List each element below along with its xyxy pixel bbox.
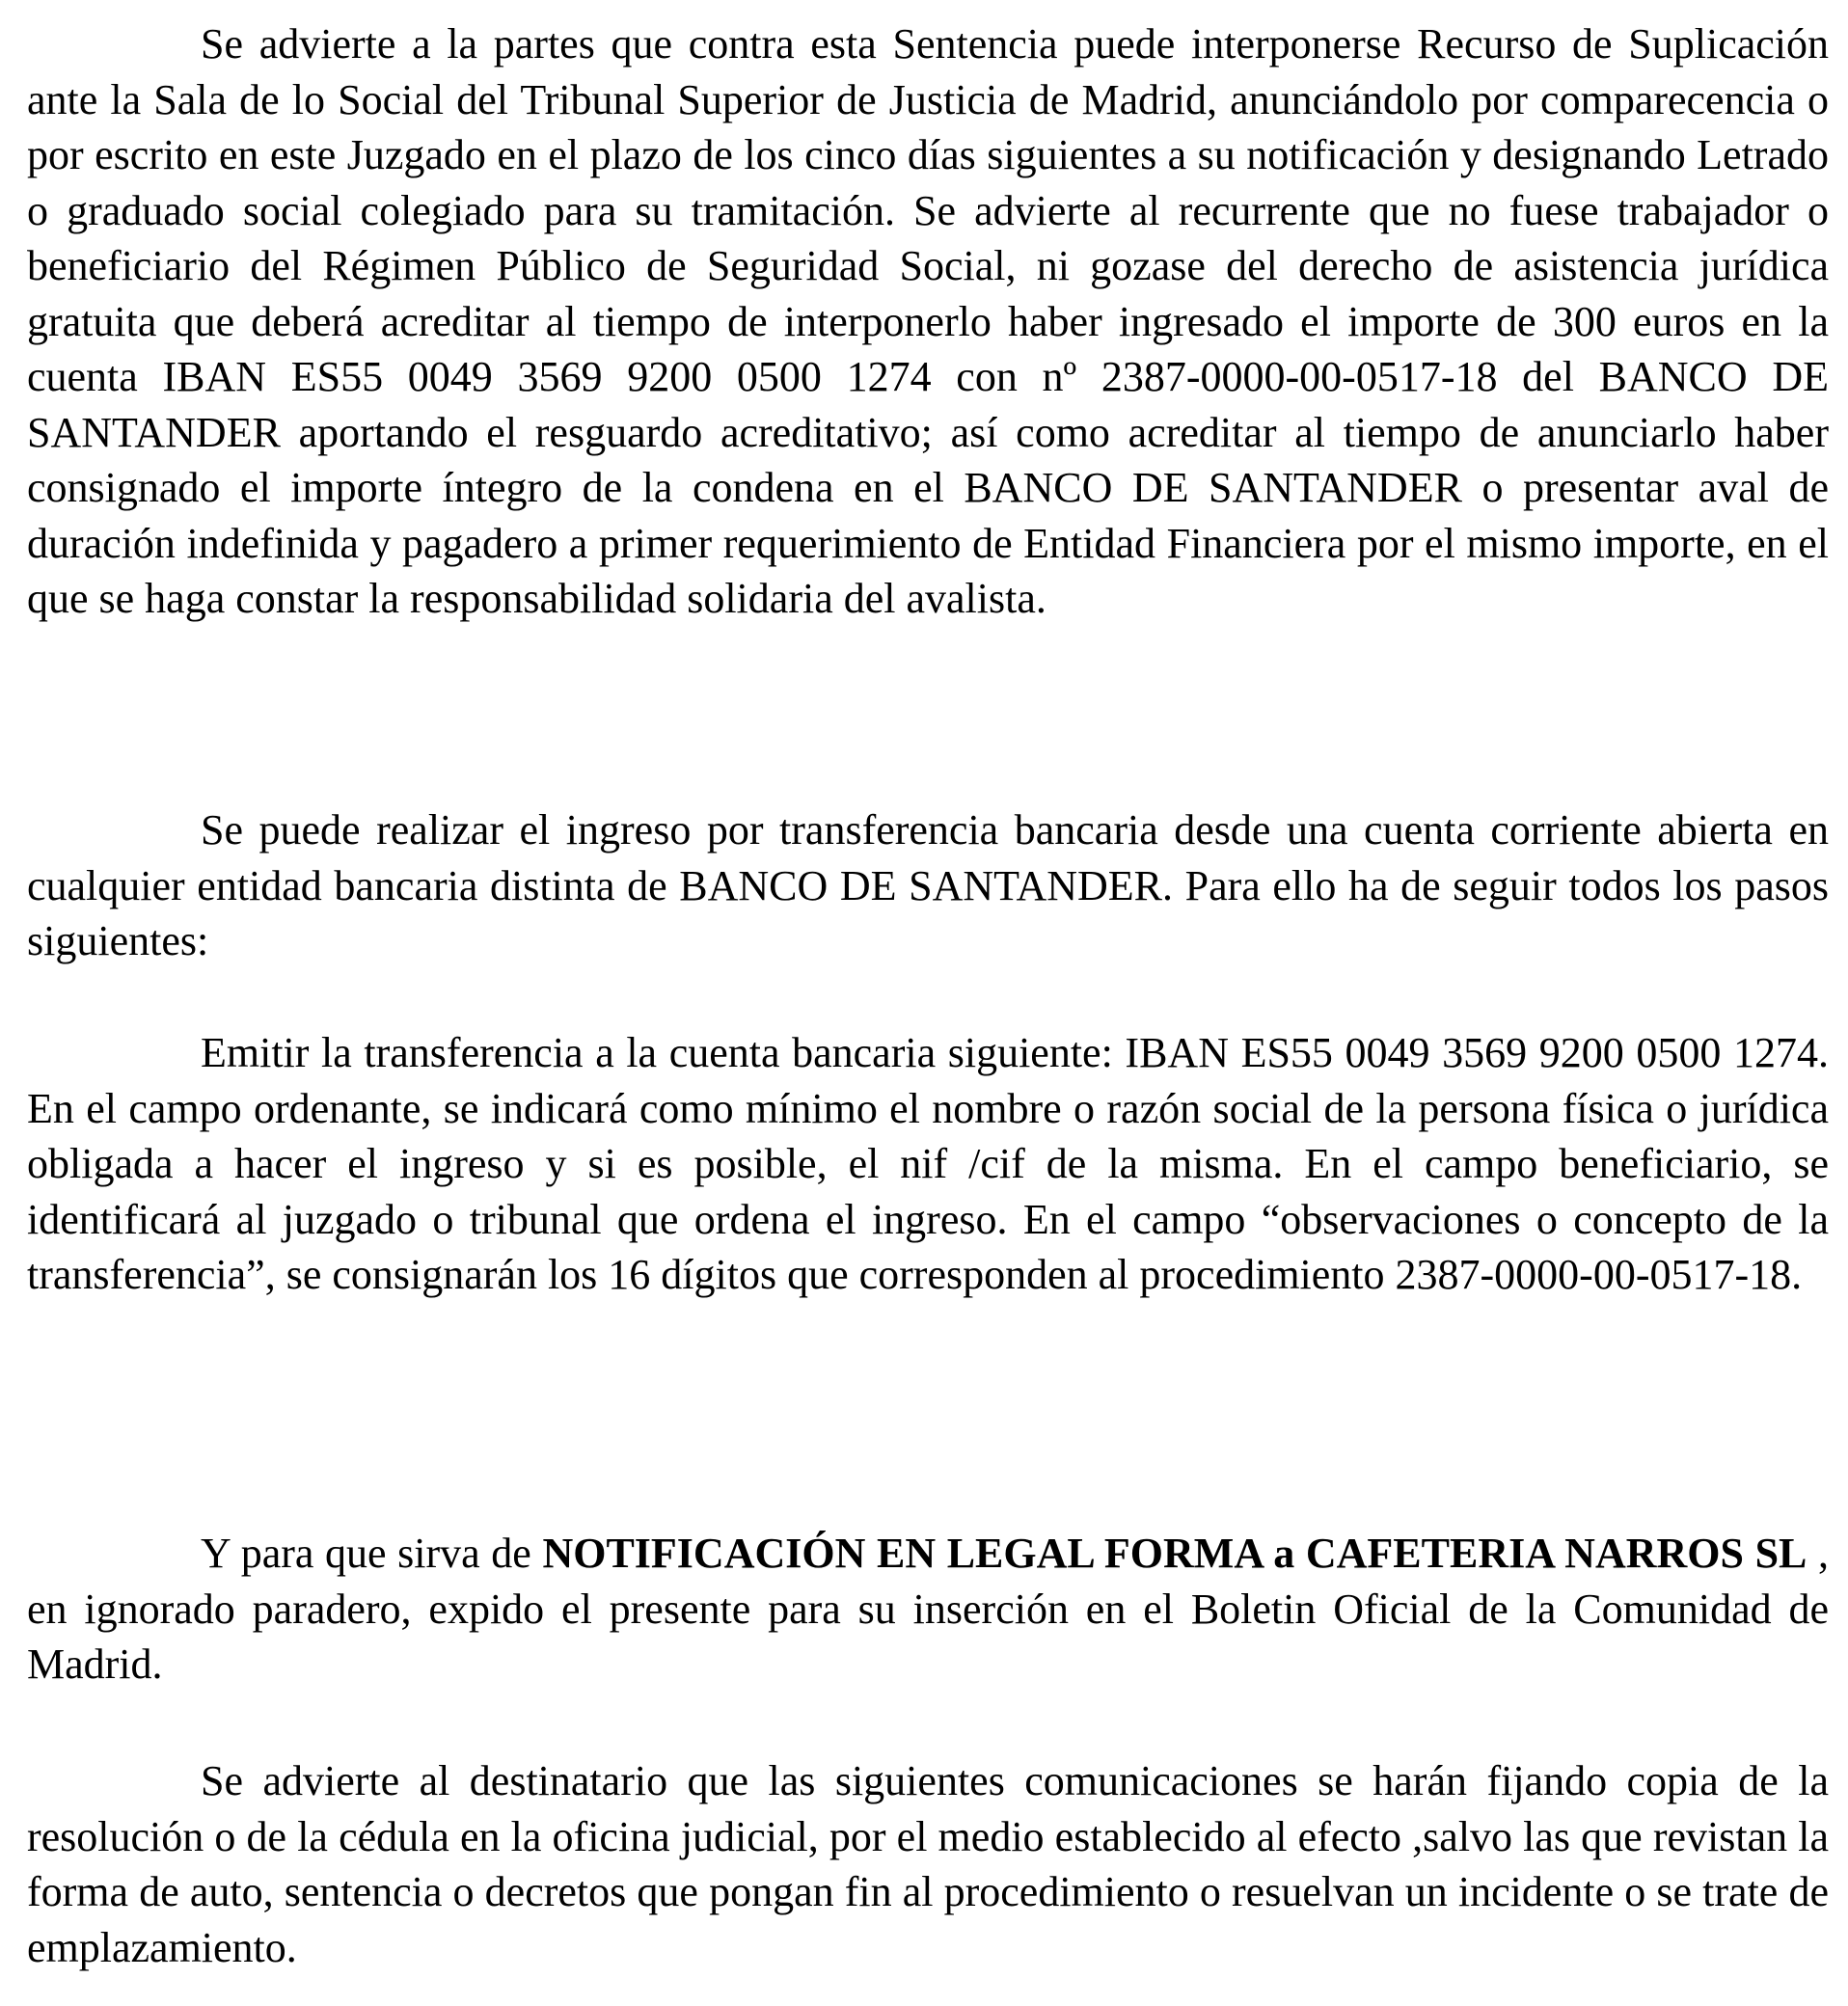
paragraph-transferencia-bancaria: Se puede realizar el ingreso por transferencia bancaria desde una cuenta corriente abierta en cualquier entidad bancaria distinta de BANCO DE SANTANDER. Para ello ha de seguir todos los pasos siguientes:: [27, 806, 1829, 964]
paragraph-notificacion: [27, 1526, 1829, 1693]
paragraph-instrucciones-transferencia: Emitir la transferencia a la cuenta bancaria siguiente: IBAN ES55 0049 3569 9200 0500 1274. En el campo ordenante, se indicará como mínimo el nombre o razón social de la persona física o jurídica obligada a hacer el ingreso y si es posible, el nif /cif de la misma. En el campo beneficiario, se identificará al juzgado o tribunal que ordena el ingreso. En el campo “observaciones o concepto de la transferencia”, se consignarán los 16 dígitos que corresponden al procedimiento 2387-0000-00-0517-18.: [27, 1029, 1829, 1298]
notificacion-tail-text: , en ignorado paradero, expido el presente para su inserción en el Boletin Oficial de la Comunidad de Madrid.: [27, 1530, 1830, 1688]
notificacion-bold-text: NOTIFICACIÓN EN LEGAL FORMA a CAFETERIA NARROS SL: [542, 1530, 1807, 1577]
paragraph-recurso-suplicacion: Se advierte a la partes que contra esta Sentencia puede interponerse Recurso de Suplicación ante la Sala de lo Social del Tribunal Superior de Justicia de Madrid, anunciándolo por comparecencia o por escrito en este Juzgado en el plazo de los cinco días siguientes a su notificación y designando Letrado o graduado social colegiado para su tramitación. Se advierte al recurrente que no fuese trabajador o beneficiario del Régimen Público de Seguridad Social, ni gozase del derecho de asistencia jurídica gratuita que deberá acreditar al tiempo de interponerlo haber ingresado el importe de 300 euros en la cuenta IBAN ES55 0049 3569 9200 0500 1274 con nº 2387-0000-00-0517-18 del BANCO DE SANTANDER aportando el resguardo acreditativo; así como acreditar al tiempo de anunciarlo haber consignado el importe íntegro de la condena en el BANCO DE SANTANDER o presentar aval de duración indefinida y pagadero a primer requerimiento de Entidad Financiera por el mismo importe, en el que se haga constar la responsabilidad solidaria del avalista.: [27, 20, 1829, 622]
document-page: [27, 0, 1829, 2006]
notificacion-lead-text: Y para que sirva de: [201, 1530, 543, 1577]
paragraph-advertencia-destinatario: Se advierte al destinatario que las siguientes comunicaciones se harán fijando copia de la resolución o de la cédula en la oficina judicial, por el medio establecido al efecto ,salvo las que revistan la forma de auto, sentencia o decretos que pongan fin al procedimiento o resuelvan un incidente o se trate de emplazamiento.: [27, 1757, 1829, 1971]
